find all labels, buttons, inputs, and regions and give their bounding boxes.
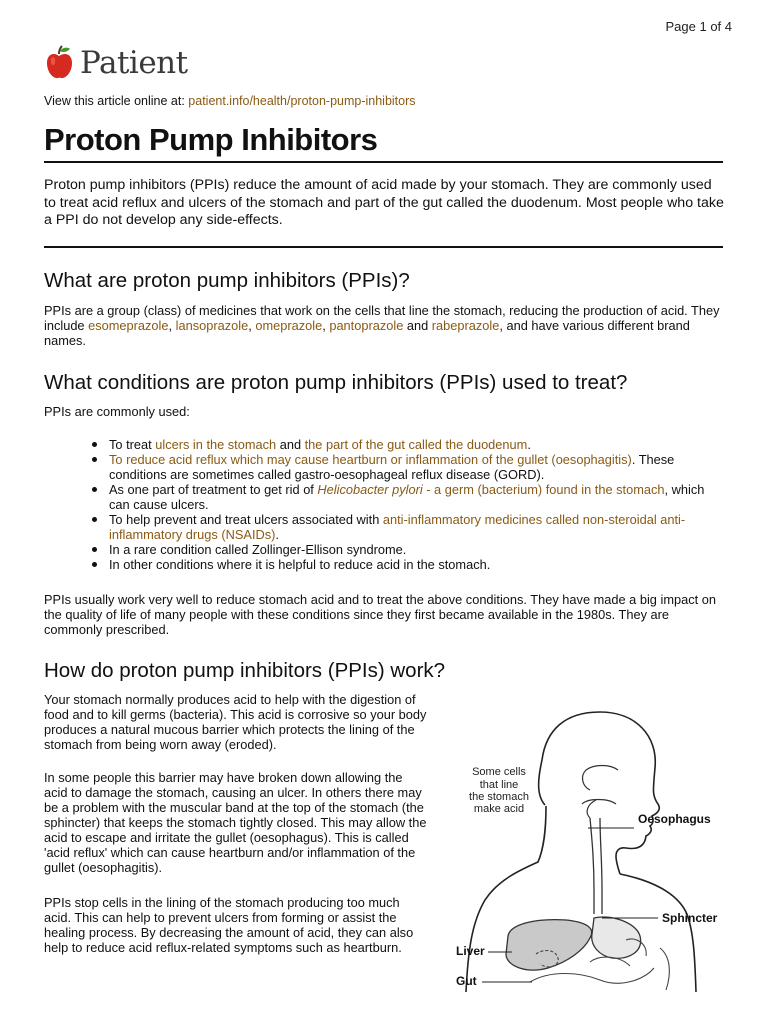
cells-label-line-3: the stomach (469, 791, 529, 803)
cells-label-line-2: that line (479, 779, 519, 791)
link-esomeprazole[interactable]: esomeprazole (88, 318, 169, 333)
link-stomach-ulcers[interactable]: ulcers in the stomach (155, 437, 277, 452)
intro-paragraph: Proton pump inhibitors (PPIs) reduce the amount of acid made by your stomach. They are commonly used to treat acid reflux and ulcers of the stomach and part of the gut called the duodenum. Most people who take a PPI do not develop any side-effects. (44, 177, 724, 228)
text: Helicobacter pylori (317, 482, 423, 497)
list-item (92, 482, 724, 512)
text: As one part of treatment to get rid of (109, 482, 318, 497)
view-online-prefix: View this article online at: (44, 94, 189, 108)
cells-label-line-4: make acid (473, 803, 525, 815)
separator: and (403, 318, 432, 333)
text: PPIs are a group (class) of medicines that work on the cells that line the stomach, reducing the production of acid. They include (44, 303, 720, 333)
heading-what-are-ppis: What are proton pump inhibitors (PPIs)? (44, 269, 410, 292)
text: . These conditions are sometimes called gastro-oesophageal reflux disease (GORD). (109, 452, 675, 482)
list-item (92, 512, 724, 542)
separator: , (168, 318, 176, 333)
separator: , (322, 318, 330, 333)
link-rabeprazole[interactable]: rabeprazole (431, 318, 500, 333)
link-omeprazole[interactable]: omeprazole (255, 318, 323, 333)
liver-shape (506, 920, 592, 970)
heading-conditions: What conditions are proton pump inhibitors (PPIs) used to treat? (44, 371, 628, 394)
text: . (275, 527, 279, 542)
cells-label (469, 766, 529, 815)
link-nsaids[interactable]: anti-inflammatory medicines called non-steroidal anti-inflammatory drugs (NSAIDs) (109, 512, 686, 542)
link-duodenum[interactable]: the part of the gut called the duodenum (304, 437, 528, 452)
stomach-shape (592, 917, 641, 958)
page-number: Page 1 of 4 (665, 19, 732, 34)
link-helicobacter[interactable] (317, 482, 664, 497)
link-pantoprazole[interactable]: pantoprazole (329, 318, 404, 333)
link-acid-reflux[interactable]: To reduce acid reflux which may cause heartburn or inflammation of the gullet (oesophagitis) (109, 452, 632, 467)
what-are-ppis-paragraph (44, 303, 724, 348)
text: , and have various different brand names. (44, 318, 690, 348)
nasal-oral-cavity (582, 766, 618, 819)
text: . (527, 437, 531, 452)
label-sphincter: Sphincter (662, 911, 718, 925)
how-paragraph-3: PPIs stop cells in the lining of the stomach producing too much acid. This can help to prevent ulcers from forming or assist the healing process. By decreasing the amount of acid, they can also help to reduce acid reflux-related symptoms such as heartburn. (44, 895, 414, 955)
heading-how-ppis-work: How do proton pump inhibitors (PPIs) work? (44, 659, 446, 682)
separator: , (248, 318, 256, 333)
patient-logo[interactable] (44, 44, 188, 82)
ppis-work-paragraph: PPIs usually work very well to reduce stomach acid and to treat the above conditions. They have made a big impact on the quality of life of many people with these conditions since they first became available in the 1980s. They are commonly prescribed. (44, 592, 716, 637)
page-title: Proton Pump Inhibitors (44, 121, 723, 163)
label-gut: Gut (456, 974, 477, 988)
label-oesophagus: Oesophagus (638, 812, 711, 826)
list-item: In a rare condition called Zollinger-Ellison syndrome. (92, 542, 724, 557)
article-url-link[interactable]: patient.info/health/proton-pump-inhibitors (188, 94, 416, 108)
link-lansoprazole[interactable]: lansoprazole (175, 318, 249, 333)
list-item (92, 437, 724, 452)
list-item (92, 452, 724, 482)
label-liver: Liver (456, 944, 485, 958)
how-paragraph-1: Your stomach normally produces acid to help with the digestion of food and to kill germs (bacteria). This acid is corrosive so your body produces a natural mucous barrier which protects the lining of the stomach from being worn away (eroded). (44, 692, 427, 752)
text: , which can cause ulcers. (109, 482, 705, 512)
digestive-system-diagram (440, 700, 740, 992)
text: and (276, 437, 305, 452)
text: To help prevent and treat ulcers associated with (109, 512, 383, 527)
logo-text: Patient (80, 45, 188, 81)
text: - a germ (bacterium) found in the stomach (422, 482, 665, 497)
conditions-lead: PPIs are commonly used: (44, 404, 190, 419)
section-divider (44, 246, 723, 248)
conditions-list (92, 437, 724, 572)
cells-label-line-1: Some cells (472, 766, 526, 778)
list-item: In other conditions where it is helpful to reduce acid in the stomach. (92, 557, 724, 572)
view-online-line (44, 94, 416, 108)
oesophagus-tube (590, 818, 602, 914)
how-paragraph-2: In some people this barrier may have broken down allowing the acid to damage the stomach, causing an ulcer. In others there may be a problem with the muscular band at the top of the stomach (the sphincter) that keeps the stomach tightly closed. This may allow the acid to escape and irritate the gullet (oesophagus). This is called 'acid reflux' which can cause heartburn and/or inflammation of the gullet (oesophagitis). (44, 770, 427, 875)
apple-icon (44, 45, 74, 81)
text: To treat (109, 437, 156, 452)
